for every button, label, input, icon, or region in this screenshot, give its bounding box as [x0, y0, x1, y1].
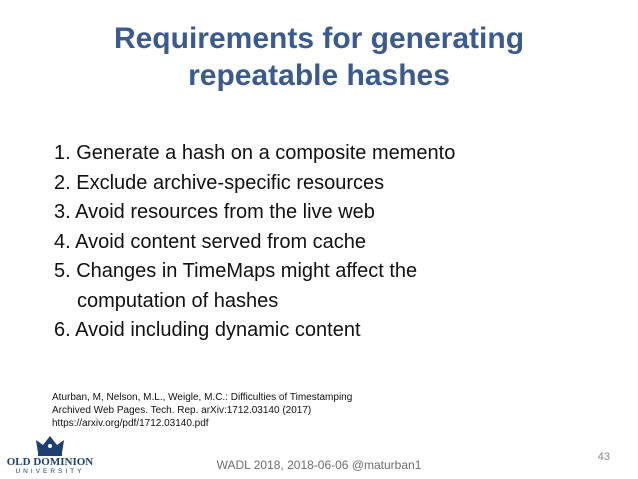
university-logo	[0, 434, 100, 479]
slide-title-line-2: repeatable hashes	[188, 59, 450, 92]
slide-number: 43	[597, 451, 610, 463]
citation-link[interactable]: https://arxiv.org/pdf/1712.03140.pdf	[52, 418, 209, 429]
slide-footer: WADL 2018, 2018-06-06 @maturban1	[216, 458, 422, 472]
logo-subtitle: UNIVERSITY	[15, 468, 85, 475]
requirement-item-3: 3. Avoid resources from the live web	[54, 201, 375, 223]
slide-title	[40, 20, 598, 94]
requirement-item-6: 6. Avoid including dynamic content	[54, 319, 361, 341]
citation-line-1: Aturban, M, Nelson, M.L., Weigle, M.C.: Difficulties of Timestamping	[52, 392, 353, 403]
citation	[52, 391, 352, 430]
requirement-item-1: 1. Generate a hash on a composite memento	[54, 142, 456, 164]
slide-title-line-1: Requirements for generating	[113, 22, 525, 55]
logo-wordmark: OLD DOMINION	[6, 456, 94, 468]
citation-line-2: Archived Web Pages. Tech. Rep. arXiv:1712.03140 (2017)	[52, 405, 312, 416]
crown-icon	[34, 434, 66, 456]
requirement-item-2: 2. Exclude archive-specific resources	[54, 171, 385, 194]
requirement-item-4: 4. Avoid content served from cache	[54, 230, 367, 253]
requirements-list	[54, 139, 517, 346]
requirement-item-5: 5. Changes in TimeMaps might affect the computation of hashes	[54, 260, 418, 312]
